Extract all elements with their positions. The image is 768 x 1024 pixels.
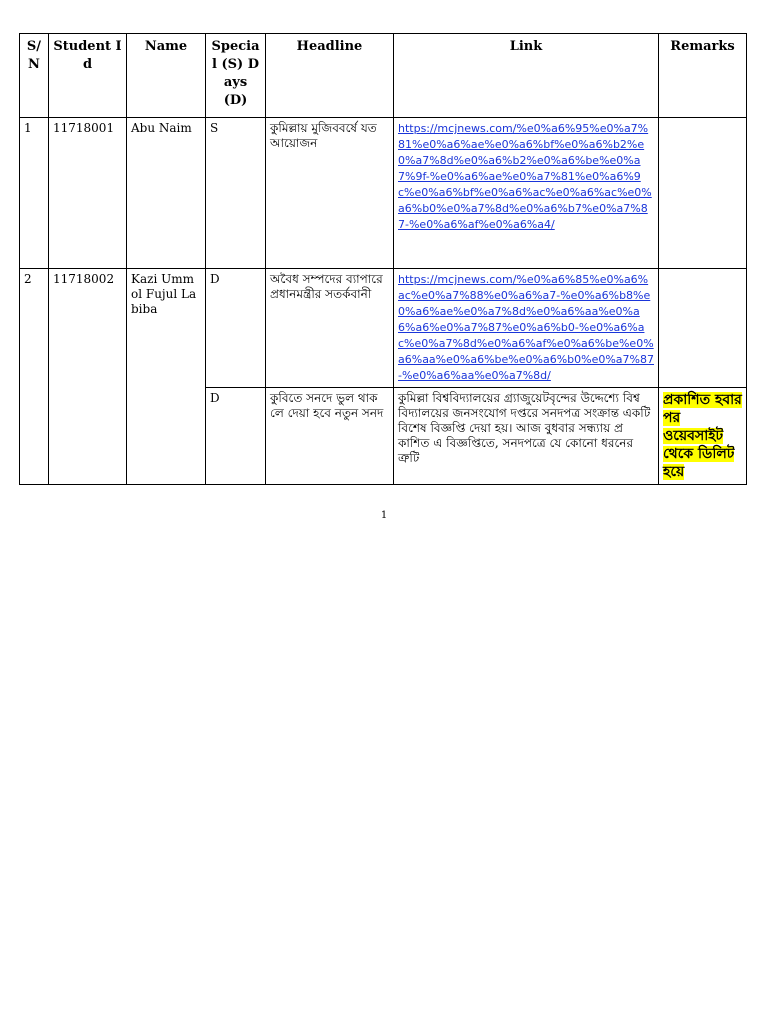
cell-type: D: [206, 388, 266, 485]
header-name: Name: [127, 34, 206, 118]
news-link[interactable]: https://mcjnews.com/%e0%a6%85%e0%a6%ac%e0%a7%88%e0%a6%a7-%e0%a6%b8%e0%a6%ae%e0%a7%8d%e0%a6%aa%e0%a6%a6%e0%a7%87%e0%a6%b0-%e0%a6%ac%e0%a7%8d%e0%a6%af%e0%a6%be%e0%a6%aa%e0%a6%be%e0%a6%b0%e0%a7%87-%e0%a6%aa%e0%a7%8d/: [398, 273, 654, 382]
cell-name: Kazi Ummol Fujul Labiba: [127, 269, 206, 485]
cell-remarks: [659, 388, 747, 485]
header-link: Link: [394, 34, 659, 118]
cell-name: Abu Naim: [127, 118, 206, 269]
news-link[interactable]: https://mcjnews.com/%e0%a6%95%e0%a7%81%e0%a6%ae%e0%a6%bf%e0%a6%b2%e0%a7%8d%e0%a6%b2%e0%a6%be%e0%a7%9f-%e0%a6%ae%e0%a7%81%e0%a6%9c%e0%a6%bf%e0%a6%ac%e0%a6%ac%e0%a6%b0%e0%a7%8d%e0%a6%b7%e0%a7%87-%e0%a6%af%e0%a6%a4/: [398, 122, 652, 231]
student-news-table: [19, 33, 747, 485]
cell-sn: 1: [20, 118, 49, 269]
cell-type: D: [206, 269, 266, 388]
cell-link: [394, 118, 659, 269]
header-headline: Headline: [266, 34, 394, 118]
cell-remarks: [659, 269, 747, 388]
cell-sn: 2: [20, 269, 49, 485]
cell-headline: কুবিতে সনদে ভুল থাকলে দেয়া হবে নতুন সনদ: [266, 388, 394, 485]
table-row: [20, 269, 747, 388]
table-row: [20, 118, 747, 269]
header-student-id: Student Id: [49, 34, 127, 118]
cell-student-id: 11718002: [49, 269, 127, 485]
header-remarks: Remarks: [659, 34, 747, 118]
header-sn: S/ N: [20, 34, 49, 118]
cell-headline: কুমিল্লায় মুজিববর্ষে যত আয়োজন: [266, 118, 394, 269]
cell-headline: অবৈধ সম্পদের ব্যাপারে প্রধানমন্ত্রীর সতর্কবানী: [266, 269, 394, 388]
remark-highlight: প্রকাশিত হবার পর ওয়েবসাইট থেকে ডিলিট হয়ে: [663, 392, 742, 480]
cell-link: [394, 269, 659, 388]
cell-type: S: [206, 118, 266, 269]
cell-news-body: কুমিল্লা বিশ্ববিদ্যালয়ের গ্র্যাজুয়েটবৃন্দের উদ্দেশ্যে বিশ্ববিদ্যালয়ের জনসংযোগ দপ্তরে সনদপত্র সংক্রান্ত একটি বিশেষ বিজ্ঞপ্তি দেয়া হয়। আজ বুধবার সন্ধ্যায় প্রকাশিত এ বিজ্ঞপ্তিতে, সনদপত্রে যে কোনো ধরনের ত্রুটি: [394, 388, 659, 485]
cell-student-id: 11718001: [49, 118, 127, 269]
header-special-days: Special (S) Days (D): [206, 34, 266, 118]
page-number: 1: [380, 510, 388, 521]
table-header-row: [20, 34, 747, 118]
cell-remarks: [659, 118, 747, 269]
